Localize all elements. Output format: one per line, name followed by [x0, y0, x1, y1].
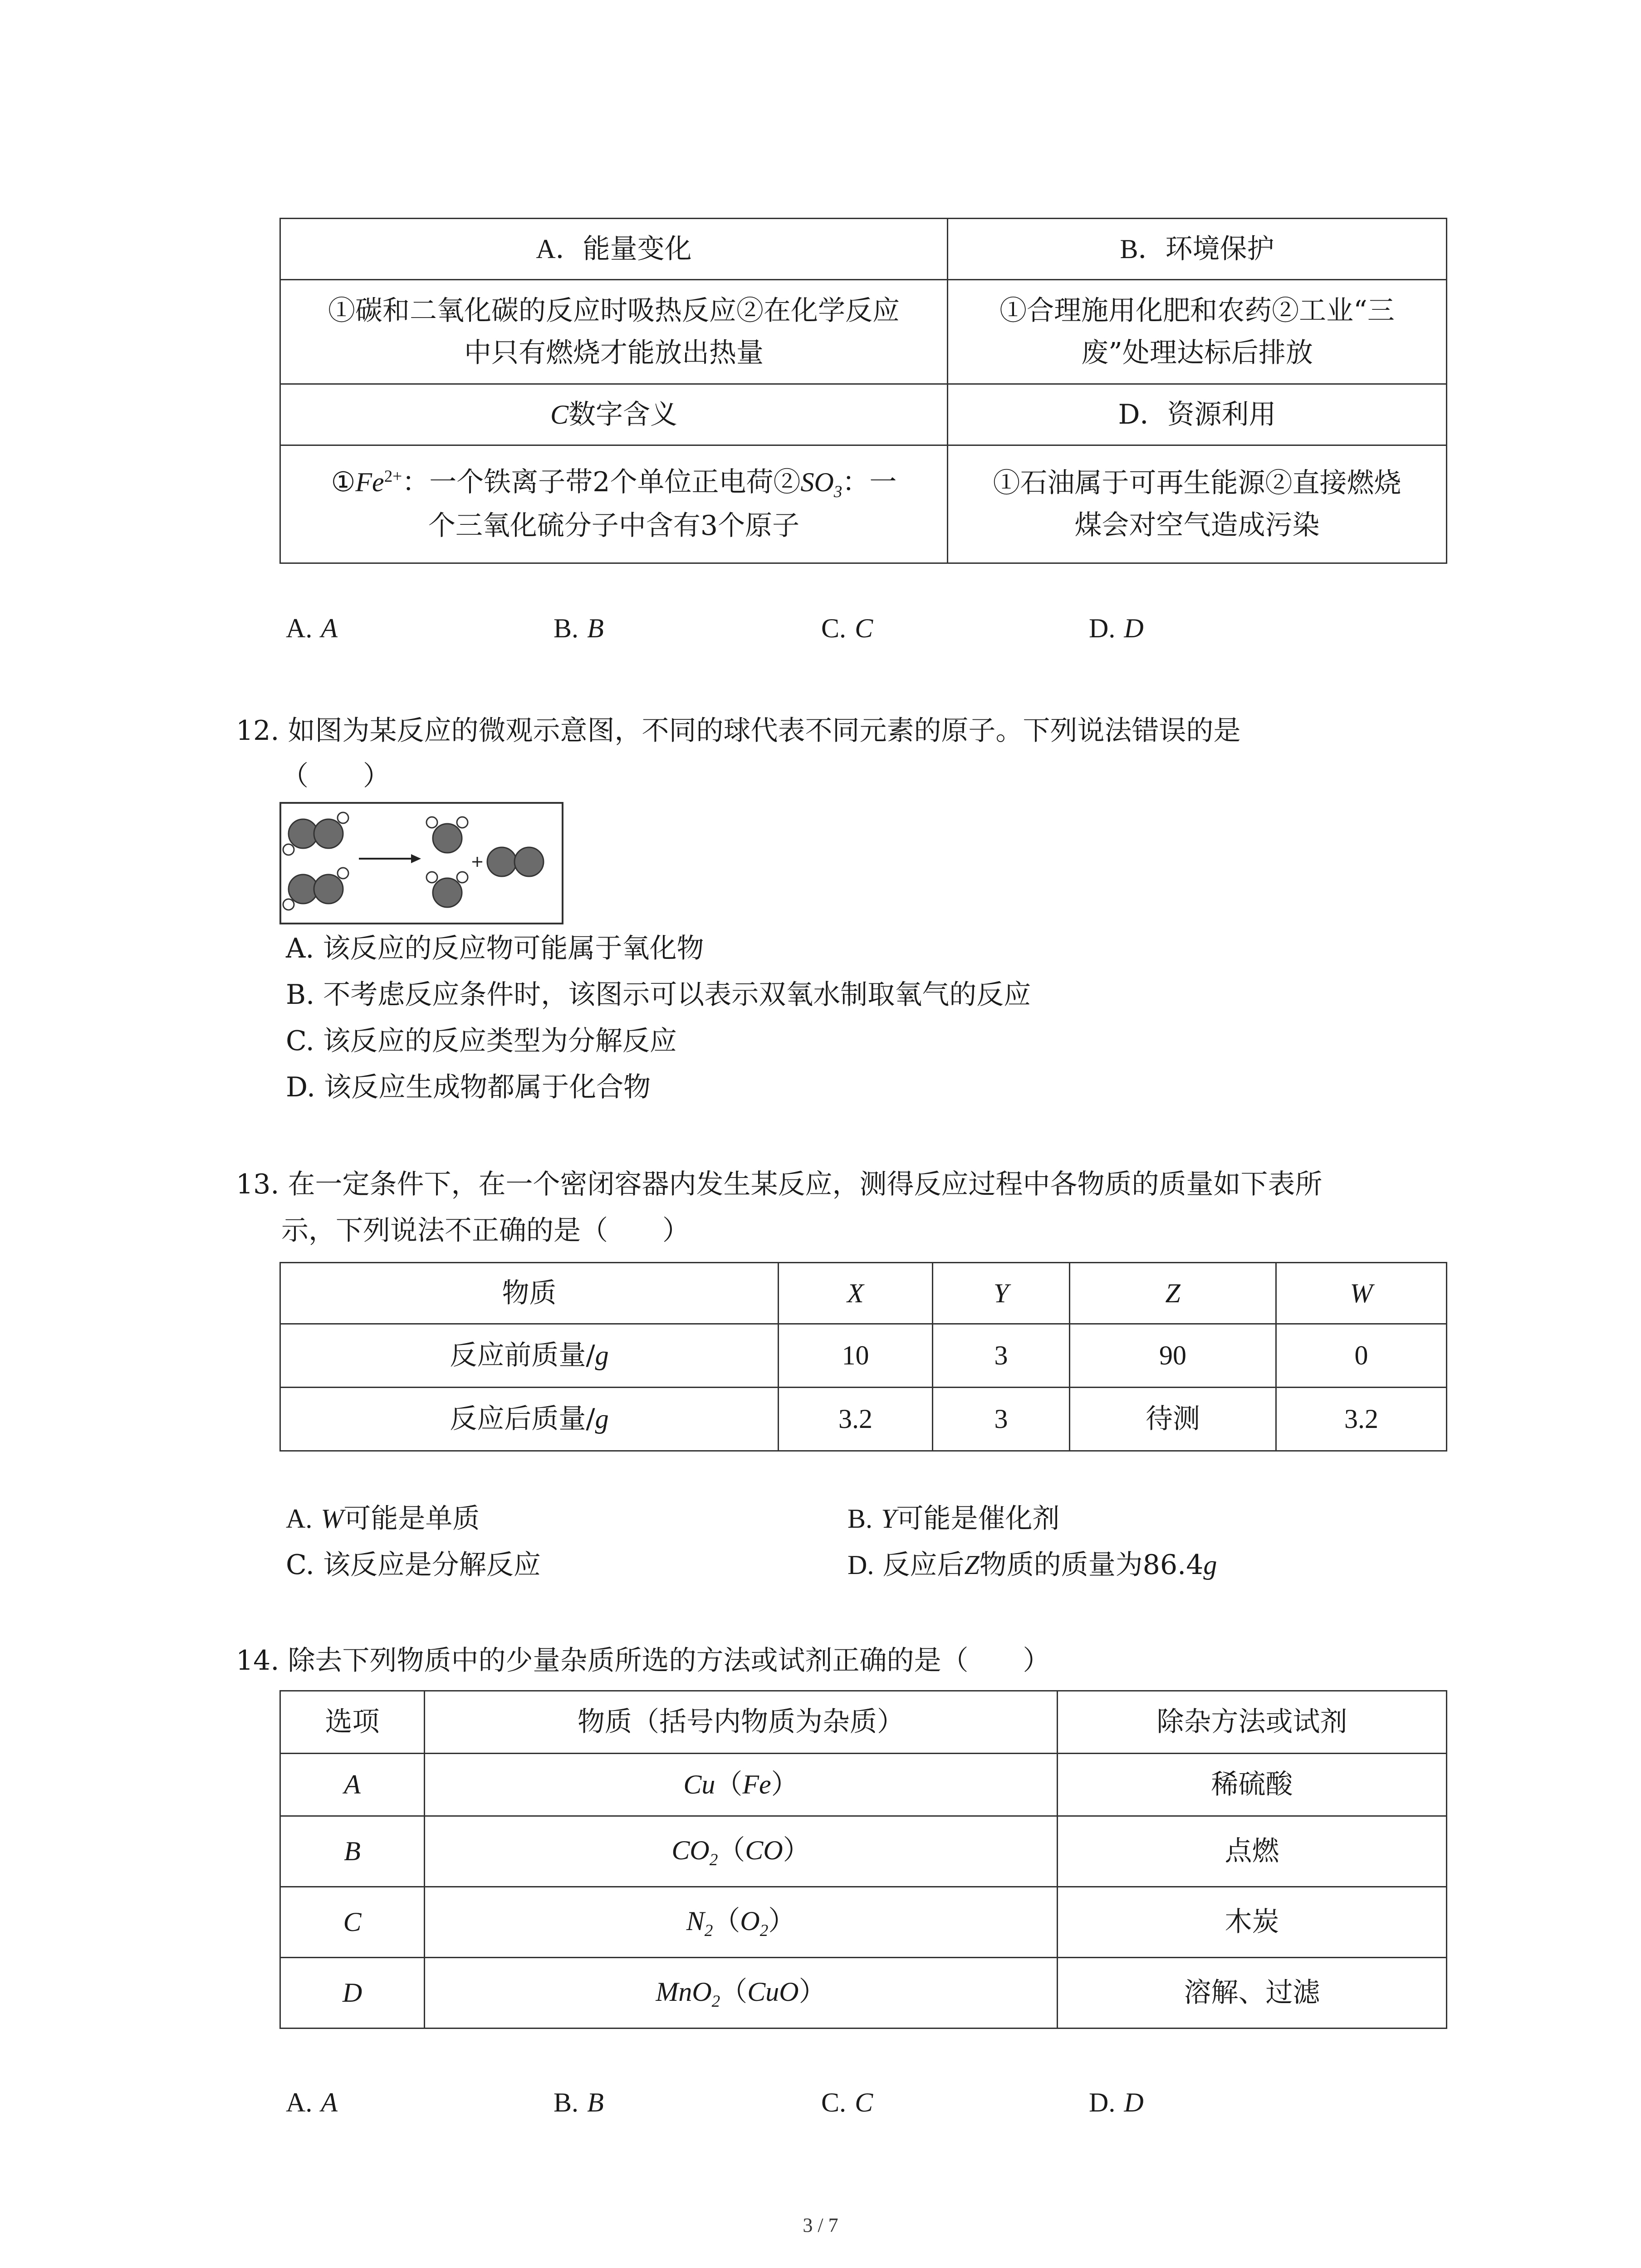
q11-b-content: ①合理施用化肥和农药②工业“三 废”处理达标后排放: [948, 280, 1447, 384]
q11-a-content: ①碳和二氧化碳的反应时吸热反应②在化学反应 中只有燃烧才能放出热量: [280, 280, 948, 384]
q13-stem-line2: 示，下列说法不正确的是（ ）: [281, 1215, 690, 1246]
page-number: 3 / 7: [803, 2214, 838, 2236]
q14-row-c-option: C: [280, 1887, 425, 1958]
q11-table: [279, 218, 1447, 564]
q12-option-a[interactable]: A. 该反应的反应物可能属于氧化物: [286, 933, 704, 964]
q13-option-d[interactable]: D. 反应后Z物质的质量为86.4g: [847, 1549, 1217, 1581]
q14-row-b-substance: $CO_2(CO)$: [425, 1816, 1058, 1887]
q14-row-d-substance: MnO$_2$（CuO）: [425, 1958, 1058, 2028]
q14-option-b[interactable]: B. B: [554, 2087, 604, 2117]
q11-a-header: A．能量变化: [280, 219, 948, 280]
q14-row-b-method: 点燃: [1058, 1816, 1447, 1887]
q13-header-w: W: [1276, 1263, 1447, 1324]
q14-option-d[interactable]: D. D: [1089, 2087, 1144, 2117]
q14-row-a-method: 稀硫酸: [1058, 1754, 1447, 1816]
q14-stem: 14. 除去下列物质中的少量杂质所选的方法或试剂正确的是（ ）: [236, 1645, 1050, 1677]
q13-row1-label: 反应前质量/g: [280, 1324, 779, 1388]
q11-option-d[interactable]: D. D: [1089, 613, 1144, 643]
q14-header-method: 除杂方法或试剂: [1058, 1691, 1447, 1754]
q12-stem-line1: 12. 如图为某反应的微观示意图，不同的球代表不同元素的原子。下列说法错误的是: [236, 715, 1241, 747]
q13-table: [279, 1262, 1447, 1452]
q14-option-a[interactable]: A. A: [286, 2087, 338, 2117]
q13-header-substance: 物质: [280, 1263, 779, 1324]
q13-row1-x: 10: [779, 1324, 933, 1388]
q14-row-b-option: B: [280, 1816, 425, 1887]
q14-table: [279, 1690, 1447, 2029]
q14-row-a-substance: Cu（Fe）: [425, 1754, 1058, 1816]
q13-row1-w: 0: [1276, 1324, 1447, 1388]
q11-c-header: C数字含义: [280, 384, 948, 445]
q13-row1-y: 3: [933, 1324, 1070, 1388]
q11-c-content: $①Fe^{2+}$：一个铁离子带2个单位正电荷$②SO_3$：一 个三氧化硫分子中含有3个原子: [280, 445, 948, 563]
q13-row2-y: 3: [933, 1388, 1070, 1451]
q14-header-substance: 物质（括号内物质为杂质）: [425, 1691, 1058, 1754]
q11-b-header: B．环境保护: [948, 219, 1447, 280]
q12-reaction-diagram: [279, 802, 563, 924]
q14-row-c-method: 木炭: [1058, 1887, 1447, 1958]
q11-option-a[interactable]: A. A: [286, 613, 338, 643]
q14-row-a-option: A: [280, 1754, 425, 1816]
q14-header-option: 选项: [280, 1691, 425, 1754]
q13-row2-z: 待测: [1070, 1388, 1276, 1451]
q12-option-d[interactable]: D. 该反应生成物都属于化合物: [286, 1071, 651, 1103]
q12-option-b[interactable]: B. 不考虑反应条件时，该图示可以表示双氧水制取氧气的反应: [286, 979, 1031, 1011]
q13-header-y: Y: [933, 1263, 1070, 1324]
q14-row-d-option: D: [280, 1958, 425, 2028]
q14-option-c[interactable]: C. C: [821, 2087, 873, 2117]
q11-d-header: D．资源利用: [948, 384, 1447, 445]
q13-header-x: X: [779, 1263, 933, 1324]
q13-stem-line1: 13. 在一定条件下，在一个密闭容器内发生某反应，测得反应过程中各物质的质量如下表所: [236, 1168, 1323, 1200]
q13-row2-x: 3.2: [779, 1388, 933, 1451]
q12-option-c[interactable]: C. 该反应的反应类型为分解反应: [286, 1025, 677, 1057]
q13-row2-label: 反应后质量/g: [280, 1388, 779, 1451]
q14-row-c-substance: $N_2(O_2)$: [425, 1887, 1058, 1958]
q11-d-content: ①石油属于可再生能源②直接燃烧 煤会对空气造成污染: [948, 445, 1447, 563]
q12-stem-line2: （ ）: [281, 760, 390, 792]
q13-option-b[interactable]: B. Y可能是催化剂: [847, 1503, 1060, 1535]
q13-row1-z: 90: [1070, 1324, 1276, 1388]
q13-row2-w: 3.2: [1276, 1388, 1447, 1451]
q14-row-d-method: 溶解、过滤: [1058, 1958, 1447, 2028]
q13-option-c[interactable]: C. 该反应是分解反应: [286, 1549, 541, 1581]
q13-option-a[interactable]: A. W可能是单质: [286, 1503, 480, 1535]
q11-option-b[interactable]: B. B: [554, 613, 604, 643]
q13-header-z: Z: [1070, 1263, 1276, 1324]
q11-option-c[interactable]: C. C: [821, 613, 873, 643]
